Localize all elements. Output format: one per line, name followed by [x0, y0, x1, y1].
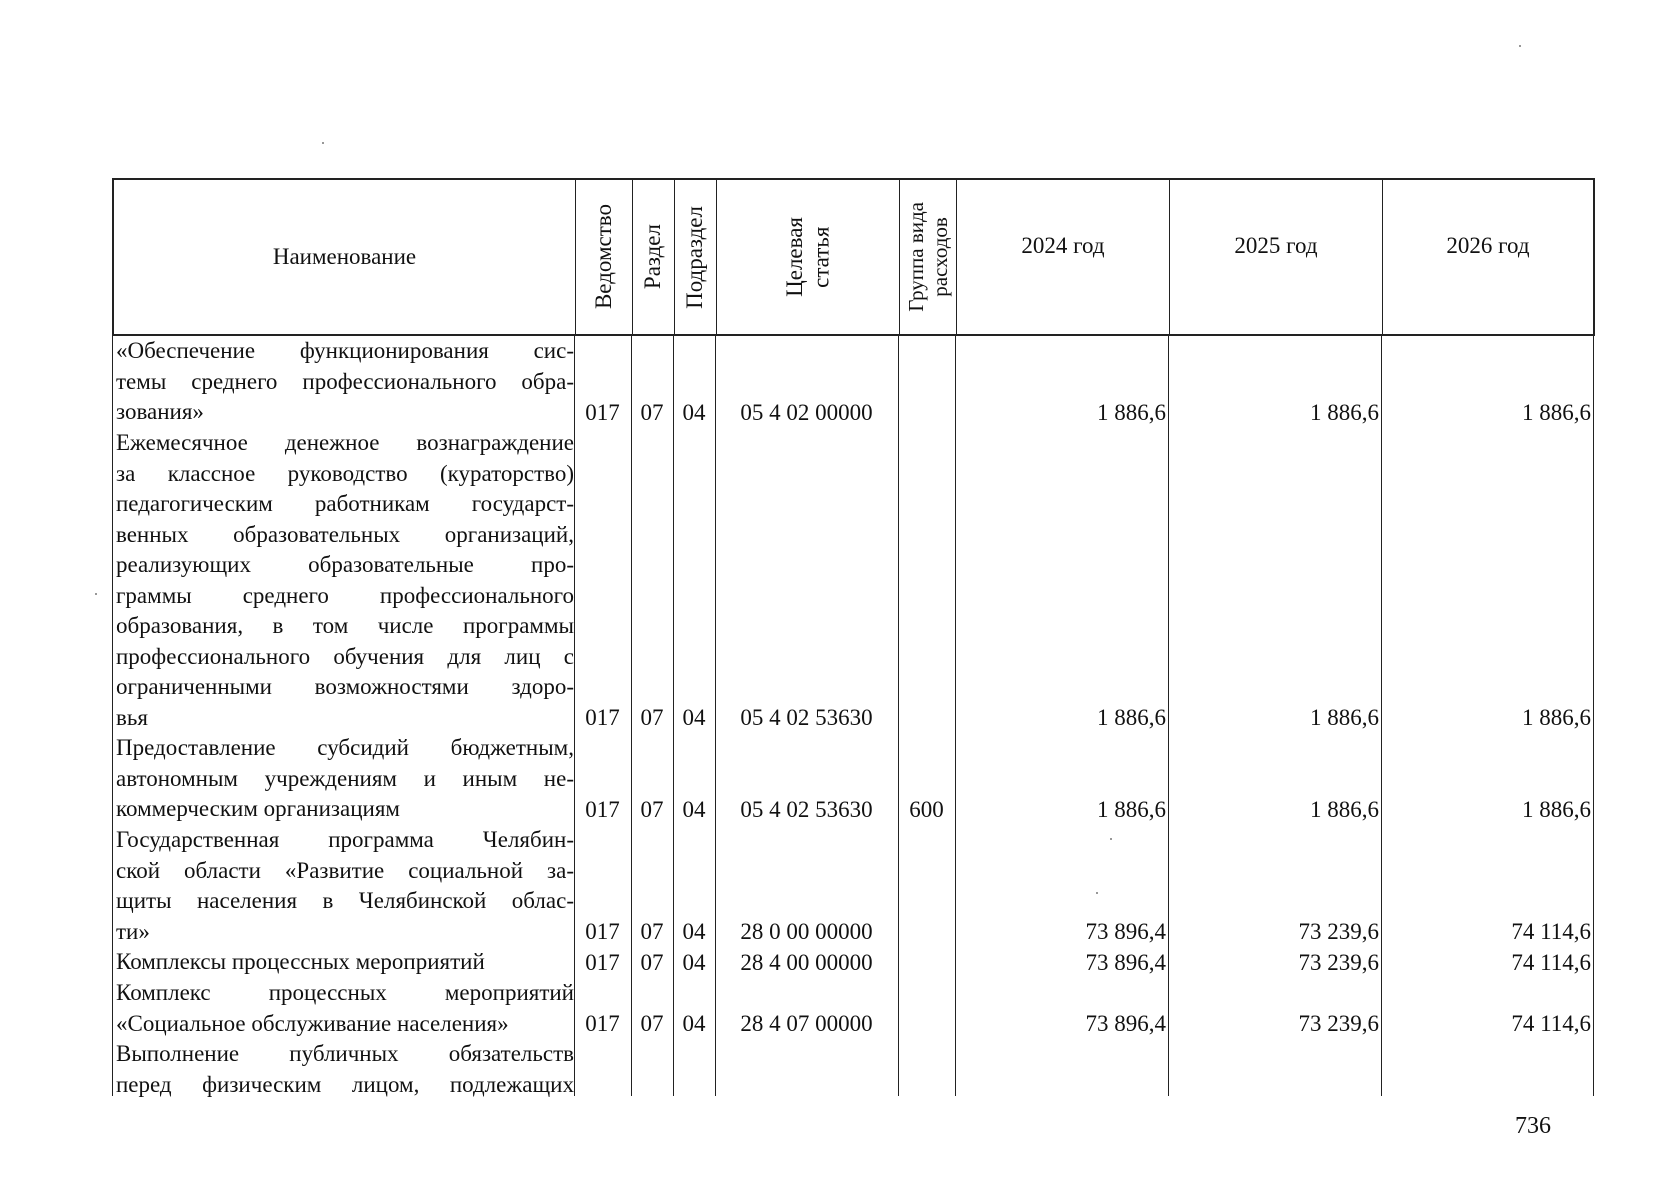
row-name-line: ти»	[116, 918, 150, 944]
row-name-line: реализующих образовательные про-	[116, 552, 574, 577]
header-vedomstvo-label: Ведомство	[590, 204, 616, 310]
row-name-line: коммерческим организациям	[116, 796, 400, 821]
cell-tselevaya: 05 4 02 00000	[740, 399, 873, 425]
cell-podrazdel: 04	[682, 918, 706, 944]
cell-razdel: 07	[640, 796, 664, 822]
header-name-label: Наименование	[272, 243, 417, 269]
cell-2025: 73 239,6	[1298, 949, 1379, 975]
cell-2026: 1 886,6	[1522, 704, 1591, 730]
cell-tselevaya: 28 0 00 00000	[740, 918, 873, 944]
cell-tselevaya: 28 4 00 00000	[740, 949, 873, 975]
header-2026	[1383, 180, 1593, 334]
cell-2024: 1 886,6	[1097, 399, 1166, 425]
row-name-line: ограниченными возможностями здоро-	[116, 674, 574, 699]
cell-podrazdel: 04	[682, 704, 706, 730]
row-name-line: Комплексы процессных мероприятий	[116, 949, 485, 974]
cell-2026: 74 114,6	[1511, 949, 1591, 975]
table-row	[112, 1039, 1595, 1100]
cell-2025: 1 886,6	[1310, 399, 1379, 425]
cell-vedomstvo: 017	[585, 1010, 620, 1036]
row-name	[116, 947, 574, 978]
cell-razdel: 07	[640, 918, 664, 944]
cell-podrazdel: 04	[682, 1010, 706, 1036]
cell-vedomstvo: 017	[585, 399, 620, 425]
row-name	[116, 1039, 574, 1100]
cell-2025: 73 239,6	[1298, 918, 1379, 944]
cell-2026: 1 886,6	[1522, 796, 1591, 822]
cell-2025: 1 886,6	[1310, 796, 1379, 822]
cell-tselevaya: 05 4 02 53630	[740, 796, 873, 822]
cell-razdel: 07	[640, 704, 664, 730]
cell-2024: 73 896,4	[1085, 1010, 1166, 1036]
row-name-line: «Обеспечение функционирования сис-	[116, 338, 574, 363]
row-name-line: перед физическим лицом, подлежащих	[116, 1071, 574, 1097]
row-name-line: щиты населения в Челябинской облас-	[116, 888, 574, 913]
row-name-line: зования»	[116, 399, 204, 424]
header-podrazdel	[675, 180, 717, 334]
cell-podrazdel: 04	[682, 399, 706, 425]
row-name	[116, 825, 574, 947]
cell-podrazdel: 04	[682, 949, 706, 975]
row-name-line: ской области «Развитие социальной за-	[116, 857, 574, 883]
cell-razdel: 07	[640, 399, 664, 425]
header-podrazdel-label: Подраздел	[682, 205, 708, 309]
scan-speck	[1110, 838, 1112, 840]
cell-tselevaya: 05 4 02 53630	[740, 704, 873, 730]
scan-speck	[322, 142, 324, 144]
table-header	[112, 178, 1595, 336]
row-name	[116, 978, 574, 1039]
header-2025-label: 2025 год	[1234, 232, 1318, 258]
cell-2024: 1 886,6	[1097, 796, 1166, 822]
table-row	[112, 336, 1595, 428]
header-2026-label: 2026 год	[1446, 232, 1530, 258]
cell-2025: 73 239,6	[1298, 1010, 1379, 1036]
header-tselevaya	[717, 180, 900, 334]
cell-2025: 1 886,6	[1310, 704, 1379, 730]
header-2025	[1170, 180, 1383, 334]
cell-2024: 73 896,4	[1085, 949, 1166, 975]
header-razdel	[633, 180, 675, 334]
cell-vedomstvo: 017	[585, 704, 620, 730]
table-row	[112, 947, 1595, 978]
table-row	[112, 825, 1595, 947]
cell-razdel: 07	[640, 1010, 664, 1036]
row-name-line: педагогическим работникам государст-	[116, 491, 574, 516]
row-name-line: профессионального обучения для лиц с	[116, 643, 574, 669]
header-2024-label: 2024 год	[1021, 232, 1105, 258]
cell-2026: 74 114,6	[1511, 918, 1591, 944]
scan-speck	[95, 593, 97, 595]
row-name	[116, 336, 574, 428]
cell-2024: 1 886,6	[1097, 704, 1166, 730]
row-name-line: образования, в том числе программы	[116, 613, 574, 638]
row-name-line: венных образовательных организаций,	[116, 521, 574, 547]
row-name	[116, 428, 574, 733]
header-vedomstvo	[576, 180, 633, 334]
header-tselevaya-label: Целевая статья	[781, 217, 833, 297]
row-name-line: Выполнение публичных обязательств	[116, 1041, 574, 1066]
header-name	[114, 180, 576, 334]
cell-tselevaya: 28 4 07 00000	[740, 1010, 873, 1036]
scan-speck	[1096, 892, 1098, 894]
header-2024	[957, 180, 1170, 334]
cell-gruppa: 600	[909, 796, 944, 822]
row-name	[116, 733, 574, 825]
cell-2026: 1 886,6	[1522, 399, 1591, 425]
cell-podrazdel: 04	[682, 796, 706, 822]
row-name-line: Государственная программа Челябин-	[116, 827, 574, 852]
header-gruppa-label: Группа вида расходов	[903, 202, 952, 312]
row-name-line: Предоставление субсидий бюджетным,	[116, 735, 574, 760]
table-body	[112, 336, 1595, 1096]
row-name-line: за классное руководство (кураторство)	[116, 460, 574, 486]
table-row	[112, 978, 1595, 1039]
header-razdel-label: Раздел	[640, 224, 666, 290]
cell-vedomstvo: 017	[585, 918, 620, 944]
row-name-line: Комплекс процессных мероприятий	[116, 980, 574, 1005]
row-name-line: Ежемесячное денежное вознаграждение	[116, 430, 574, 455]
cell-2024: 73 896,4	[1085, 918, 1166, 944]
cell-2026: 74 114,6	[1511, 1010, 1591, 1036]
row-name-line: «Социальное обслуживание населения»	[116, 1010, 509, 1036]
scan-speck	[1519, 45, 1521, 47]
row-name-line: вья	[116, 704, 148, 730]
page-number: 736	[1515, 1113, 1551, 1139]
row-name-line: темы среднего профессионального обра-	[116, 368, 574, 394]
table-row	[112, 428, 1595, 733]
cell-vedomstvo: 017	[585, 949, 620, 975]
cell-razdel: 07	[640, 949, 664, 975]
row-name-line: автономным учреждениям и иным не-	[116, 765, 574, 791]
table-row	[112, 733, 1595, 825]
header-gruppa	[900, 180, 957, 334]
cell-vedomstvo: 017	[585, 796, 620, 822]
row-name-line: граммы среднего профессионального	[116, 582, 574, 608]
